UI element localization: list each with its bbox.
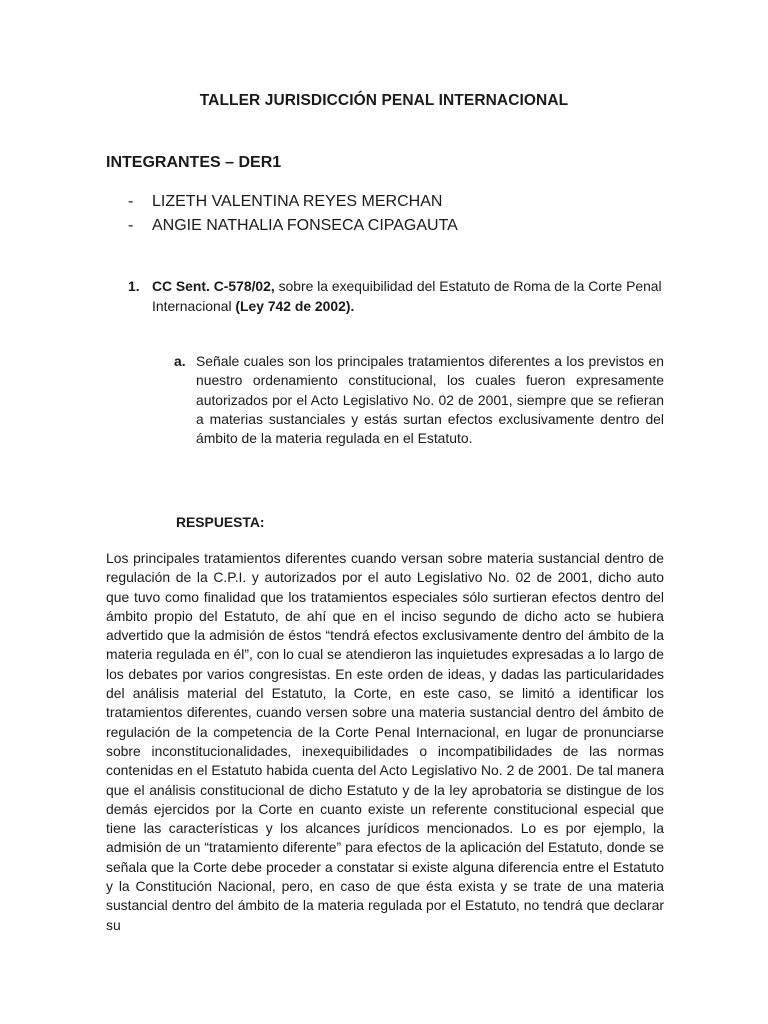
question-1-law: (Ley 742 de 2002). — [235, 298, 355, 314]
answer-paragraph: Los principales tratamientos diferentes cuando versan sobre materia sustancial dentro de regulación de la C.P.I. y autorizados por el auto Legislativo No. 02 de 2001, dicho auto que tuvo como finalidad que los tratamientos especiales sólo surtieran efectos dentro del ámbito propio del Estatuto, de ahí que en el inciso segundo de dicho acto se hubiera advertido que la admisión de éstos “tendrá efectos exclusivamente dentro del ámbito de la materia regulada en él”, con lo cual se atendieron las inquietudes expresadas a lo largo de los debates por varios congresistas. En este orden de ideas, y dadas las particularidades del análisis material del Estatuto, la Corte, en este caso, se limitó a identificar los tratamientos diferentes, cuando versen sobre una materia sustancial dentro del ámbito de regulación de la competencia de la Corte Penal Internacional, en lugar de pronunciarse sobre inconstitucionalidades, inexequibilidades o incompatibilidades de las normas contenidas en el Estatuto habida cuenta del Acto Legislativo No. 2 de 2001. De tal manera que el análisis constitucional de dicho Estatuto y de la ley aprobatoria se distingue de los demás ejercidos por la Corte en cuanto existe un referente constitucional especial que tiene las características y los alcances jurídicos mencionados. Lo es por ejemplo, la admisión de un “tratamiento diferente” para efectos de la aplicación del Estatuto, donde se señala que la Corte debe proceder a constatar si existe alguna diferencia entre el Estatuto y la Constitución Nacional, pero, en caso de que ésta exista y se trate de una materia sustancial dentro del ámbito de la materia regulada por el Estatuto, no tendrá que declarar su — [106, 550, 664, 933]
document-title: TALLER JURISDICCIÓN PENAL INTERNACIONAL — [199, 92, 569, 109]
members-list — [128, 190, 458, 238]
list-dash: - — [128, 217, 134, 234]
member-item — [128, 190, 458, 214]
question-1-text: sobre la exequibilidad del Estatuto de Roma de la Corte Penal Internacional — [152, 278, 662, 314]
response-label: RESPUESTA: — [176, 514, 265, 530]
question-1-citation: CC Sent. C-578/02, — [152, 278, 275, 294]
list-dash: - — [128, 193, 134, 210]
member-item — [128, 214, 458, 238]
member-name: ANGIE NATHALIA FONSECA CIPAGAUTA — [152, 217, 458, 234]
question-a-text: Señale cuales son los principales tratamientos diferentes a los previstos en nuestro ordenamiento constitucional, los cuales fueron expresamente autorizados por el Acto Legislativo No. 02 de 2001, siempre que se refieran a materias sustanciales y estás surtan efectos exclusivamente dentro del ámbito de la materia regulada en el Estatuto. — [196, 353, 664, 447]
question-a-number: a. — [174, 353, 186, 369]
question-1-body — [152, 276, 664, 316]
member-name: LIZETH VALENTINA REYES MERCHAN — [152, 193, 443, 210]
members-heading: INTEGRANTES – DER1 — [106, 154, 282, 171]
question-1-number: 1. — [128, 278, 140, 294]
question-1 — [128, 276, 664, 316]
question-a — [174, 352, 664, 448]
